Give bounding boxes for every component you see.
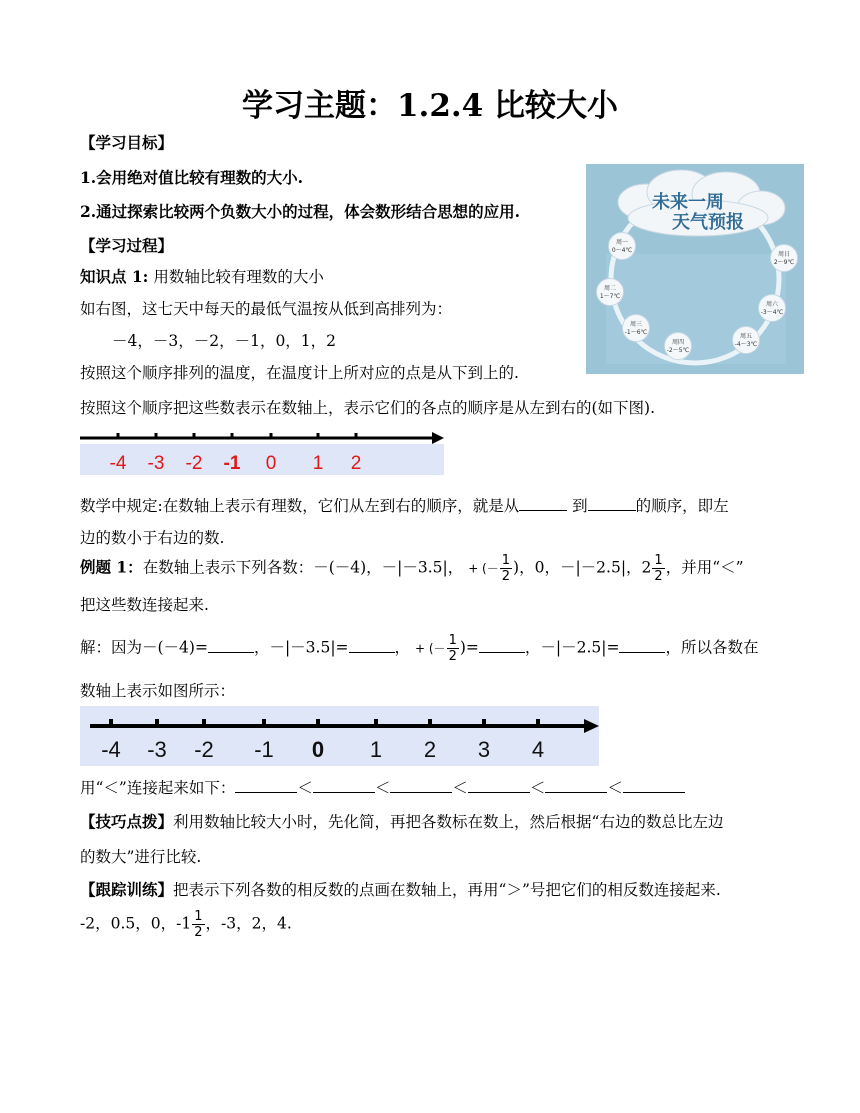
less-than-sign: ＜ bbox=[529, 779, 546, 797]
tracking-part-b: ，-3，2，4. bbox=[205, 914, 292, 933]
connect-blank[interactable] bbox=[468, 778, 530, 793]
number-line-2 bbox=[80, 706, 599, 766]
solution-part-c: ， bbox=[394, 638, 411, 657]
connect-blank[interactable] bbox=[545, 778, 607, 793]
number-line-1-bg bbox=[80, 444, 444, 475]
weather-title-2: 天气预报 bbox=[672, 212, 744, 233]
number-line-2-label: 1 bbox=[369, 737, 383, 762]
number-line-2-label: -4 bbox=[101, 737, 121, 762]
solution bbox=[80, 633, 759, 664]
number-line-2-label: -2 bbox=[194, 737, 214, 762]
number-line-1-tick bbox=[270, 433, 273, 438]
connect-blank[interactable] bbox=[390, 778, 452, 793]
number-line-1-label: 2 bbox=[350, 453, 362, 474]
rule-blank-1[interactable] bbox=[519, 496, 567, 511]
number-line-2-tick bbox=[109, 719, 113, 726]
number-line-2-label: 3 bbox=[477, 737, 491, 762]
solution-part-a: 解：因为－(－4)= bbox=[80, 638, 208, 657]
solution-part-g: ，所以各数在 bbox=[665, 638, 759, 657]
number-line-2-tick bbox=[536, 719, 540, 726]
fraction-half-3: $\frac{1}{2}$ bbox=[448, 633, 457, 664]
number-line-2-tick bbox=[374, 719, 378, 726]
example-part-c: )，0，－|－2.5|，2 bbox=[513, 558, 652, 577]
weather-day-temp: -2～5℃ bbox=[666, 347, 690, 354]
less-than-sign: ＜ bbox=[607, 779, 623, 797]
solution-blank-3[interactable] bbox=[479, 638, 525, 653]
example-part-d: ，并用“＜” bbox=[665, 558, 744, 577]
weather-title-1: 未来一周 bbox=[652, 192, 724, 213]
less-than-sign: ＜ bbox=[297, 779, 313, 797]
weather-day-badge bbox=[732, 326, 760, 354]
weather-day-badge bbox=[622, 314, 650, 342]
weather-day-temp: -3～4℃ bbox=[760, 309, 784, 316]
solution-blank-1[interactable] bbox=[208, 638, 254, 653]
number-line-1-label: -3 bbox=[147, 453, 165, 474]
number-line-1-label: 0 bbox=[265, 453, 277, 474]
example-part-b: + (－ bbox=[468, 561, 499, 576]
connect-blank[interactable] bbox=[313, 778, 375, 793]
weather-day-temp: -1～6℃ bbox=[624, 329, 648, 336]
weather-day-name: 周三 bbox=[629, 321, 642, 328]
page-title: 学习主题：1.2.4 比较大小 bbox=[241, 88, 619, 124]
weather-day-name: 周五 bbox=[739, 333, 752, 340]
weather-day-badge bbox=[664, 332, 692, 360]
fraction-half-4: $\frac{1}{2}$ bbox=[194, 909, 203, 940]
number-line-1-label: 1 bbox=[312, 453, 324, 474]
number-line-2-label: -1 bbox=[254, 737, 274, 762]
number-line-1-tick bbox=[155, 433, 158, 438]
weather-day-badge bbox=[596, 278, 624, 306]
number-line-2-tick bbox=[482, 719, 486, 726]
goal-2: 2.通过探索比较两个负数大小的过程，体会数形结合思想的应用. bbox=[80, 202, 521, 221]
solution-part-b: ，－|－3.5|= bbox=[253, 638, 349, 657]
number-line-2-label: 2 bbox=[423, 737, 437, 762]
connect-blank[interactable] bbox=[623, 778, 685, 793]
temperature-list: －4，－3，－2，－1，0，1，2 bbox=[112, 332, 337, 350]
goal-1: 1.会用绝对值比较有理数的大小. bbox=[80, 168, 304, 187]
weather-day-temp: 2～9℃ bbox=[773, 259, 795, 266]
kp-label: 知识点 1: bbox=[80, 267, 149, 286]
example-part-a: 在数轴上表示下列各数：－(－4)，－|－3.5|， bbox=[142, 558, 464, 577]
example-1-line-2: 把这些数连接起来. bbox=[80, 596, 209, 614]
number-line-2-label: -3 bbox=[147, 737, 167, 762]
tracking-label: 【跟踪训练】 bbox=[80, 880, 174, 899]
weather-forecast-image bbox=[586, 164, 804, 374]
weather-day-badge bbox=[770, 244, 798, 272]
weather-day-name: 周二 bbox=[603, 285, 616, 292]
number-line-2-tick bbox=[155, 719, 159, 726]
number-line-1-label: -2 bbox=[185, 453, 203, 474]
tip-text: 利用数轴比较大小时，先化简，再把各数标在数上，然后根据“右边的数总比左边 bbox=[173, 813, 724, 831]
goals-heading: 【学习目标】 bbox=[80, 133, 174, 152]
number-line-1-tick bbox=[317, 433, 320, 438]
fraction-half-2: $\frac{1}{2}$ bbox=[654, 553, 663, 584]
number-line-1-tick bbox=[117, 433, 120, 438]
number-line-2-tick bbox=[202, 719, 206, 726]
number-line-1-arrow bbox=[432, 432, 444, 444]
kp-text: 用数轴比较有理数的大小 bbox=[148, 268, 324, 286]
weather-day-name: 周六 bbox=[765, 301, 778, 308]
weather-day-name: 周日 bbox=[777, 251, 790, 258]
rule-text-2: 边的数小于右边的数. bbox=[80, 529, 225, 547]
number-line-2-label: 4 bbox=[531, 737, 545, 762]
less-than-sign: ＜ bbox=[452, 779, 468, 797]
rule-part-c: 的顺序，即左 bbox=[635, 497, 729, 515]
rule-part-b: 到 bbox=[567, 497, 588, 515]
fraction-half: $\frac{1}{2}$ bbox=[501, 553, 511, 584]
intro-text: 如右图，这七天中每天的最低气温按从低到高排列为： bbox=[80, 300, 453, 318]
example-label: 例题 1： bbox=[80, 557, 143, 577]
number-line-1-label: -4 bbox=[109, 453, 127, 474]
number-line-1 bbox=[80, 427, 444, 475]
less-than-sign: ＜ bbox=[374, 779, 391, 797]
weather-day-badge bbox=[758, 294, 786, 322]
rule-blank-2[interactable] bbox=[588, 496, 636, 511]
weather-day-name: 周四 bbox=[671, 339, 684, 346]
rule-text bbox=[80, 494, 729, 516]
number-line-2-label: 0 bbox=[311, 737, 325, 762]
number-line-1-tick bbox=[231, 433, 234, 438]
order-text-1: 按照这个顺序排列的温度，在温度计上所对应的点是从下到上的. bbox=[80, 364, 519, 382]
connect-row bbox=[80, 776, 685, 798]
weather-day-name: 周一 bbox=[615, 239, 628, 246]
weather-day-badge bbox=[608, 232, 636, 260]
solution-part-e: )= bbox=[459, 638, 479, 657]
number-line-2-tick bbox=[316, 719, 320, 726]
solution-blank-4[interactable] bbox=[619, 638, 665, 653]
solution-part-d: + (－ bbox=[415, 641, 446, 656]
rule-part-a: 数学中规定:在数轴上表示有理数，它们从左到右的顺序，就是从 bbox=[80, 497, 520, 515]
tip-line-2: 的数大”进行比较. bbox=[80, 848, 202, 866]
connect-blank[interactable] bbox=[235, 778, 297, 793]
number-line-2-tick bbox=[428, 719, 432, 726]
connect-label: 用“＜”连接起来如下： bbox=[80, 779, 236, 797]
weather-day-temp: 0～4℃ bbox=[611, 247, 633, 254]
tip bbox=[80, 810, 723, 832]
tracking-part-a: -2，0.5，0，-1 bbox=[80, 914, 192, 933]
solution-blank-2[interactable] bbox=[349, 638, 395, 653]
tracking-text: 把表示下列各数的相反数的点画在数轴上，再用“＞”号把它们的相反数连接起来. bbox=[173, 881, 721, 899]
knowledge-point bbox=[80, 265, 324, 287]
solution-line-2: 数轴上表示如图所示： bbox=[80, 682, 236, 700]
tracking bbox=[80, 878, 721, 900]
number-line-1-label: -1 bbox=[223, 453, 241, 474]
weather-day-temp: -4～3℃ bbox=[734, 341, 758, 348]
number-line-1-tick bbox=[193, 433, 196, 438]
number-line-1-tick bbox=[355, 433, 358, 438]
example-1 bbox=[80, 553, 744, 584]
tracking-numbers bbox=[80, 909, 292, 940]
tip-label: 【技巧点拨】 bbox=[80, 812, 174, 831]
process-heading: 【学习过程】 bbox=[80, 236, 174, 255]
order-text-2: 按照这个顺序把这些数表示在数轴上，表示它们的各点的顺序是从左到右的(如下图). bbox=[80, 399, 656, 417]
weather-day-temp: 1～7℃ bbox=[599, 293, 621, 300]
solution-part-f: ，－|－2.5|= bbox=[524, 638, 620, 657]
number-line-2-tick bbox=[262, 719, 266, 726]
